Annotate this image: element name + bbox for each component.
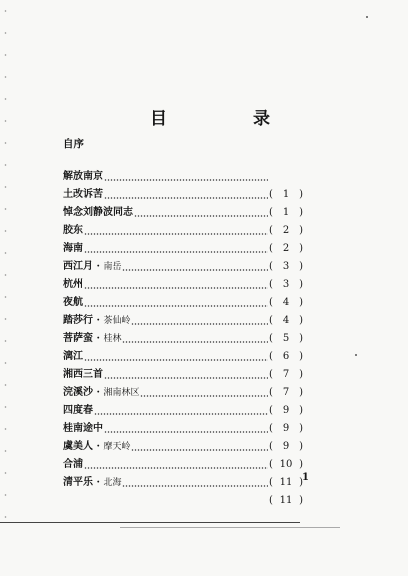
toc-entry-title-text: 悼念刘静波同志 — [63, 207, 133, 218]
paren-close: ) — [299, 279, 303, 290]
toc-page-number: 10 — [279, 459, 293, 470]
toc-entry-subtitle: 北海 — [103, 478, 122, 488]
toc-entry-title — [63, 186, 103, 204]
toc-entry-title-text: 四度春 — [63, 405, 93, 416]
paren-close: ) — [299, 351, 303, 362]
toc-entry-title-text: 湘西三首 — [63, 369, 103, 380]
toc-leader-dots — [104, 377, 268, 379]
paren-close: ) — [299, 405, 303, 416]
title-char-1: 目 — [150, 109, 167, 129]
toc-entry — [63, 474, 313, 506]
toc-page-number: 6 — [282, 351, 290, 362]
toc-entry-title — [63, 204, 133, 222]
toc-page-number: 3 — [282, 261, 290, 272]
paren-open: ( — [269, 495, 273, 506]
toc-entry-title — [63, 258, 121, 276]
toc-leader-dots — [131, 449, 268, 451]
toc-page-ref — [269, 492, 303, 510]
toc-page-number: 7 — [282, 387, 290, 398]
title-char-2: 录 — [253, 109, 270, 129]
paren-close: ) — [299, 225, 303, 236]
toc-entry-subtitle: 茶仙岭 — [103, 316, 131, 326]
paren-open: ( — [269, 333, 273, 344]
toc-page-number: 9 — [282, 405, 290, 416]
paren-open: ( — [269, 351, 273, 362]
paren-close: ) — [299, 261, 303, 272]
toc-entry-title-text: 海南 — [63, 243, 83, 254]
paren-open: ( — [269, 459, 273, 470]
paren-open: ( — [269, 225, 273, 236]
toc-entry-subtitle: 摩天岭 — [103, 442, 131, 452]
paren-close: ) — [299, 387, 303, 398]
bottom-rule-faint — [120, 527, 340, 528]
toc-entry-title-text: 西江月 · — [63, 261, 104, 272]
toc-page-number: 5 — [282, 333, 290, 344]
paren-close: ) — [299, 207, 303, 218]
toc-page-number: 3 — [282, 279, 290, 290]
paren-open: ( — [269, 315, 273, 326]
paren-open: ( — [269, 189, 273, 200]
paren-close: ) — [299, 369, 303, 380]
paren-open: ( — [269, 279, 273, 290]
toc-leader-dots — [104, 179, 268, 181]
toc-leader-dots — [84, 287, 268, 289]
paren-close: ) — [299, 189, 303, 200]
toc-page-number: 9 — [282, 441, 290, 452]
toc-page-number: 2 — [282, 225, 290, 236]
toc-leader-dots — [140, 395, 268, 397]
toc-leader-dots — [122, 485, 268, 487]
paren-close: ) — [299, 423, 303, 434]
toc-entry-title — [63, 438, 130, 456]
ink-speck — [366, 16, 368, 18]
toc-entry-title — [63, 456, 83, 474]
page-number: 1 — [302, 472, 309, 483]
toc-leader-dots — [84, 359, 268, 361]
toc-page-number: 11 — [279, 477, 293, 488]
toc-entry-title-text: 合浦 — [63, 459, 83, 470]
toc-page-number: 1 — [282, 207, 290, 218]
paren-open: ( — [269, 297, 273, 308]
paren-close: ) — [299, 459, 303, 470]
paren-open: ( — [269, 369, 273, 380]
toc-entry-title-text: 踏莎行 · — [63, 315, 104, 326]
toc-page-number: 4 — [282, 315, 290, 326]
toc-entry-title — [63, 294, 83, 312]
toc-entry-title — [63, 474, 121, 492]
toc-leader-dots — [131, 323, 268, 325]
paren-open: ( — [269, 261, 273, 272]
toc-entry-title-text: 清平乐 · — [63, 477, 104, 488]
paren-open: ( — [269, 477, 273, 488]
toc-preface-heading: 自序 — [63, 138, 84, 150]
paren-open: ( — [269, 423, 273, 434]
paren-open: ( — [269, 441, 273, 452]
paren-close: ) — [299, 495, 303, 506]
binding-edge-dots — [4, 0, 7, 520]
toc-leader-dots — [84, 233, 268, 235]
paren-open: ( — [269, 243, 273, 254]
paren-open: ( — [269, 405, 273, 416]
paren-close: ) — [299, 297, 303, 308]
toc-entry-title — [63, 240, 83, 258]
paren-close: ) — [299, 441, 303, 452]
toc-entry-title-text: 虞美人 · — [63, 441, 104, 452]
toc-entry-subtitle: 桂林 — [103, 334, 122, 344]
toc-entry-title-text: 浣溪沙 · — [63, 387, 104, 398]
toc-leader-dots — [104, 431, 268, 433]
toc-page-number: 7 — [282, 369, 290, 380]
toc-leader-dots — [84, 251, 268, 253]
toc-entry-title — [63, 384, 139, 402]
toc-leader-dots — [104, 197, 268, 199]
toc-entry-title — [63, 330, 121, 348]
toc-entry-title — [63, 312, 130, 330]
toc-leader-dots — [122, 341, 268, 343]
paren-open: ( — [269, 387, 273, 398]
toc-page-number: 11 — [279, 495, 293, 506]
toc-page-number: 1 — [282, 189, 290, 200]
bottom-rule — [0, 522, 300, 523]
toc-page-number: 9 — [282, 423, 290, 434]
paren-close: ) — [299, 333, 303, 344]
toc-entry-title-text: 桂南途中 — [63, 423, 103, 434]
toc-entry-title — [63, 276, 83, 294]
toc-entry-title-text: 土改诉苦 — [63, 189, 103, 200]
toc-entry-title — [63, 366, 103, 384]
toc-page-number: 4 — [282, 297, 290, 308]
paren-close: ) — [299, 315, 303, 326]
toc-entry-title — [63, 348, 83, 366]
toc-leader-dots — [94, 413, 268, 415]
toc-entry-title — [63, 168, 103, 186]
toc-entry-subtitle: 湘南林区 — [103, 388, 140, 398]
toc-entry-title — [63, 222, 83, 240]
table-of-contents — [63, 168, 313, 506]
paren-close: ) — [299, 243, 303, 254]
toc-entry-title-text: 胶东 — [63, 225, 83, 236]
toc-page-number: 2 — [282, 243, 290, 254]
paren-close: ) — [299, 477, 303, 488]
toc-entry-title-text: 菩萨蛮 · — [63, 333, 104, 344]
toc-leader-dots — [134, 215, 268, 217]
toc-entry-title-text: 漓江 — [63, 351, 83, 362]
toc-entry-title — [63, 402, 93, 420]
page-title — [150, 104, 270, 129]
toc-entry-title-text: 杭州 — [63, 279, 83, 290]
toc-entry-subtitle: 南岳 — [103, 262, 122, 272]
paren-open: ( — [269, 207, 273, 218]
toc-leader-dots — [84, 467, 268, 469]
toc-entry-title-text: 夜航 — [63, 297, 83, 308]
toc-leader-dots — [122, 269, 268, 271]
toc-entry-title-text: 解放南京 — [63, 171, 103, 182]
toc-entry-title — [63, 420, 103, 438]
ink-speck — [355, 354, 357, 356]
toc-leader-dots — [84, 305, 268, 307]
